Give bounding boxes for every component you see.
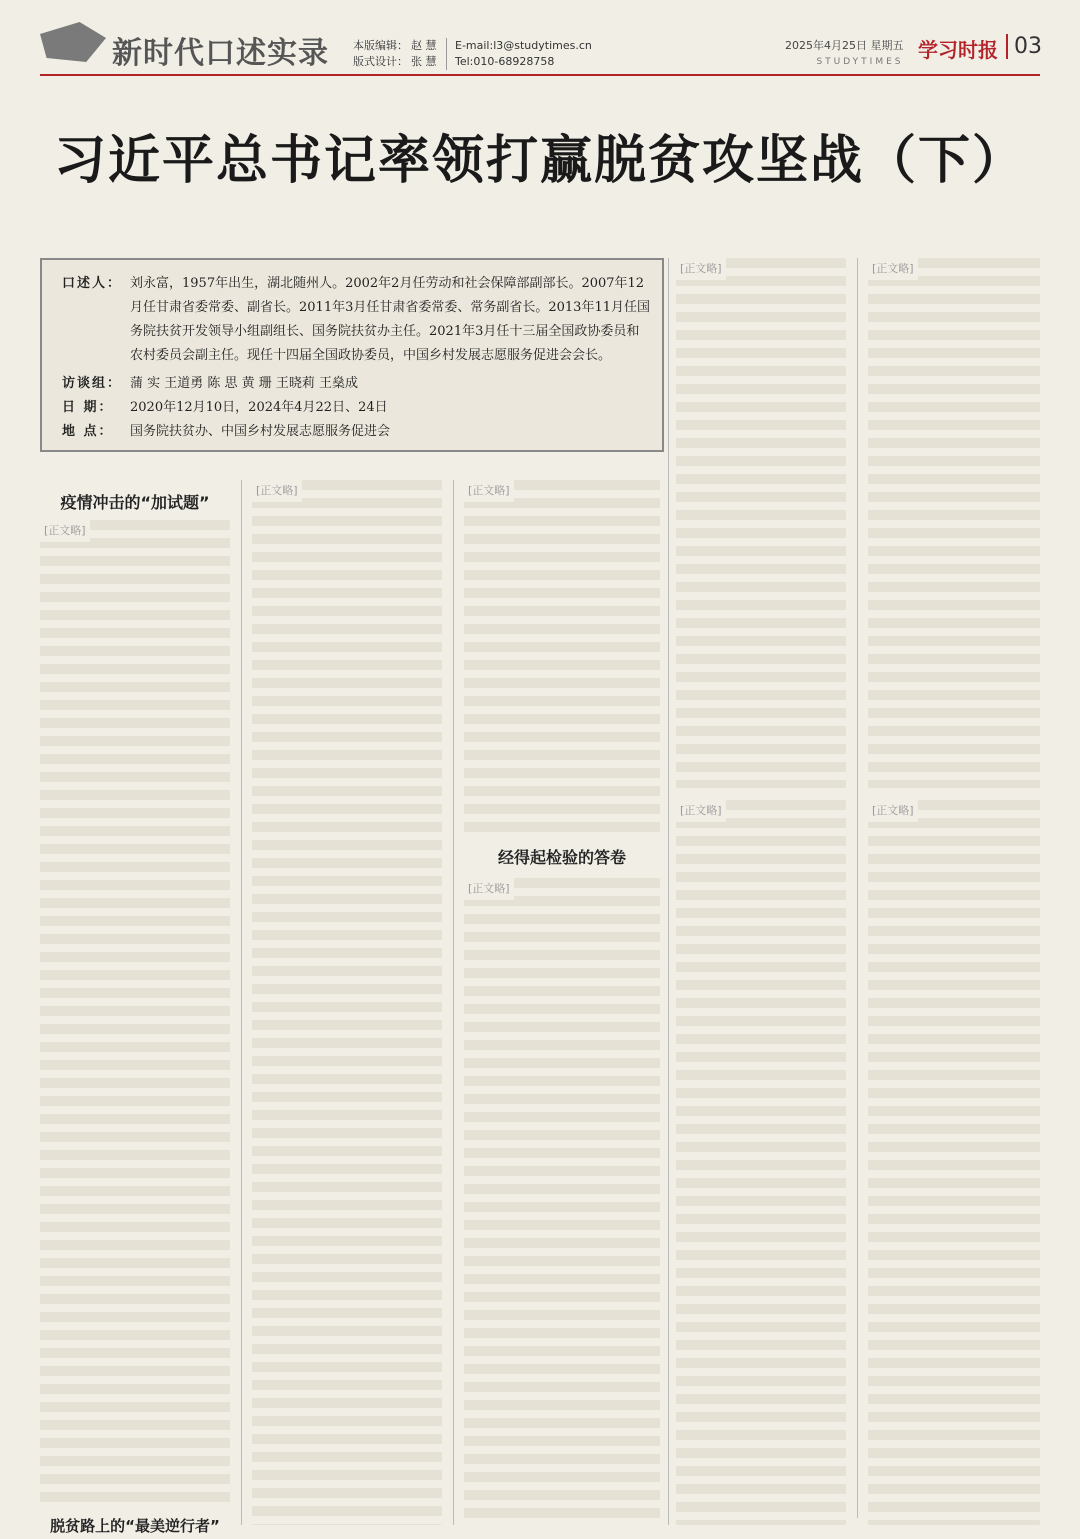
interviewers-row [62, 372, 650, 396]
date-sub: STUDYTIMES [816, 57, 904, 67]
body-column-1: [正文略] [40, 520, 230, 1505]
subhead-epidemic: 疫情冲击的“加试题” [60, 493, 210, 512]
body-column-3-bottom: [正文略] [464, 878, 660, 1525]
body-column-5: [正文略] [868, 800, 1040, 1525]
contact-info [446, 38, 592, 70]
page-number: 03 [1006, 34, 1042, 59]
body-column-4: [正文略] [676, 800, 846, 1525]
column-divider [241, 480, 242, 1525]
date-text: 2025年4月25日 星期五 [785, 39, 904, 52]
body-column-upper-2: [正文略] [868, 258, 1040, 788]
body-column-3-top: [正文略] [464, 480, 660, 835]
narrator-label: 口述人： [62, 276, 123, 291]
editor-label: 本版编辑： [353, 39, 408, 52]
section-logo-icon [40, 22, 106, 62]
place-row [62, 420, 650, 444]
subhead-answer-sheet: 经得起检验的答卷 [497, 848, 626, 867]
column-divider [668, 258, 669, 1525]
column-divider [857, 258, 858, 1518]
designer-label: 版式设计： [353, 55, 408, 68]
interviewers-label: 访谈组： [62, 376, 123, 391]
phone-number: Tel:010-68928758 [455, 55, 555, 68]
masthead-rule [40, 74, 1040, 76]
narrator-bio: 刘永富，1957年出生，湖北随州人。2002年2月任劳动和社会保障部副部长。2007年12月任甘肃省委常委、副省长。2011年3月任甘肃省委常委、常务副省长。2013年11月任国务院扶贫开发领导小组副组长、国务院扶贫办主任。2021年3月任十三届全国政协委员和农村委员会副主任。现任十四届全国政协委员，中国乡村发展志愿服务促进会会长。 [130, 276, 650, 363]
place-label: 地 点： [62, 424, 114, 439]
masthead [0, 0, 1080, 78]
paper-name-logo: 学习时报 [918, 38, 998, 62]
section-title: 新时代口述实录 [112, 36, 329, 71]
page-headline: 习近平总书记率领打赢脱贫攻坚战（下） [53, 131, 1026, 191]
place-value: 国务院扶贫办、中国乡村发展志愿服务促进会 [130, 424, 391, 439]
date-value: 2020年12月10日，2024年4月22日、24日 [130, 400, 388, 415]
interview-info-box [40, 258, 664, 452]
interviewers-names: 蒲 实 王道勇 陈 思 黄 珊 王晓莉 王燊成 [130, 376, 359, 391]
subhead-retrograde: 脱贫路上的“最美逆行者” [50, 1517, 220, 1535]
issue-date [785, 38, 904, 70]
designer-name: 张 慧 [411, 55, 437, 68]
date-row [62, 396, 650, 420]
narrator-row [62, 272, 650, 368]
editor-credits [353, 38, 437, 70]
date-label: 日 期： [62, 400, 114, 415]
email-link[interactable]: E-mail:l3@studytimes.cn [455, 39, 592, 52]
column-divider [453, 480, 454, 1525]
editor-name: 赵 慧 [411, 39, 437, 52]
body-column-2: [正文略] [252, 480, 442, 1525]
body-column-upper-1: [正文略] [676, 258, 846, 788]
